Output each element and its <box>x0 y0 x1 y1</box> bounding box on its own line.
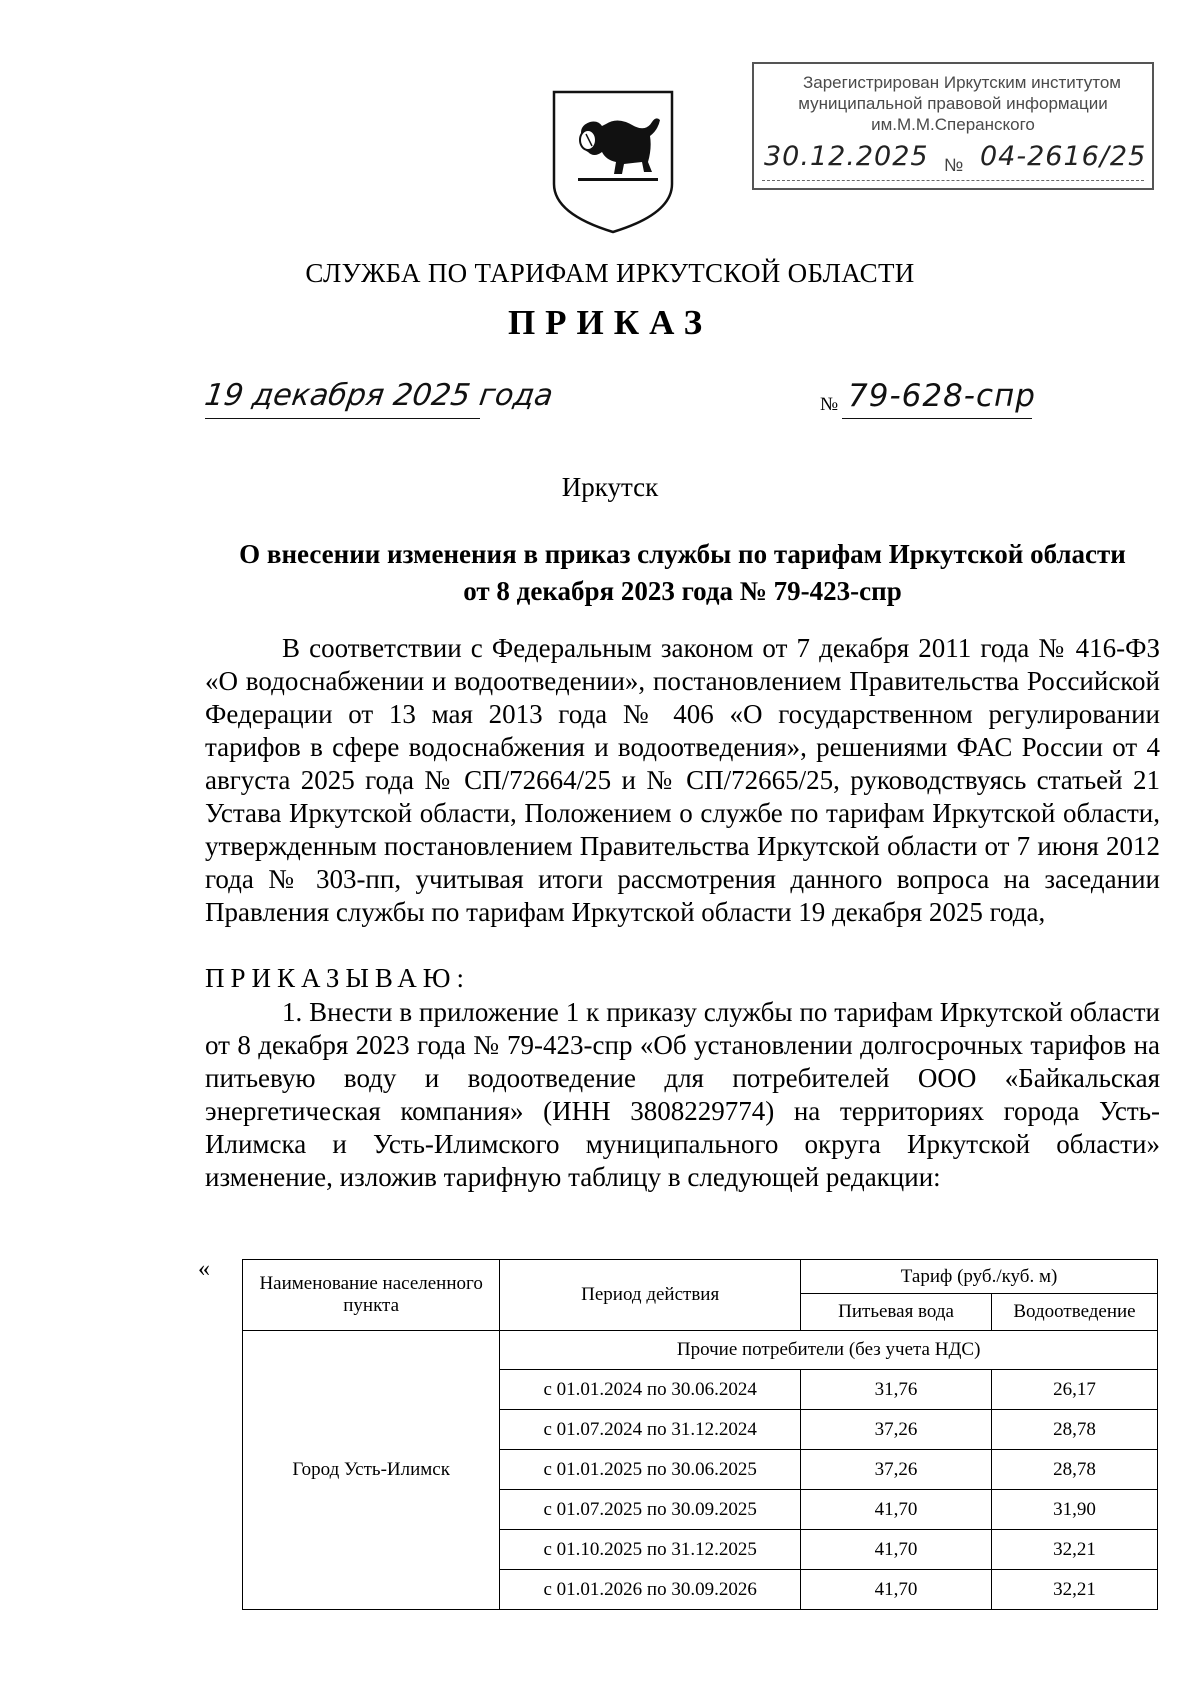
period-cell: с 01.10.2025 по 31.12.2025 <box>500 1530 801 1570</box>
header-drain: Водоотведение <box>991 1294 1157 1331</box>
water-tariff-cell: 41,70 <box>801 1530 992 1570</box>
city-name: Иркутск <box>561 472 659 502</box>
header-settlement: Наименование населенного пункта <box>243 1260 500 1331</box>
period-cell: с 01.01.2026 по 30.09.2026 <box>500 1570 801 1610</box>
order-number-underline <box>842 418 1032 419</box>
order-number-label: № <box>820 394 839 415</box>
registration-stamp <box>752 62 1154 190</box>
period-cell: с 01.01.2025 по 30.06.2025 <box>500 1450 801 1490</box>
order-number-handwritten: 79-628-спр <box>848 378 1036 414</box>
coat-of-arms-emblem <box>548 86 678 236</box>
stamp-line-1: Зарегистрирован Иркутским институтом <box>802 73 1121 92</box>
drain-tariff-cell: 26,17 <box>991 1370 1157 1410</box>
title-line-1: О внесении изменения в приказ службы по тарифам Иркутской области <box>239 539 1126 569</box>
water-tariff-cell: 31,76 <box>801 1370 992 1410</box>
header-tariff: Тариф (руб./куб. м) <box>801 1260 1158 1294</box>
table-row <box>243 1331 1158 1370</box>
order-date-underline <box>205 418 480 419</box>
drain-tariff-cell: 32,21 <box>991 1530 1157 1570</box>
header-period: Период действия <box>500 1260 801 1331</box>
settlement-cell: Город Усть-Илимск <box>243 1331 500 1610</box>
babr-emblem-icon <box>548 86 678 236</box>
header-water: Питьевая вода <box>801 1294 992 1331</box>
stamp-line-3: им.М.М.Сперанского <box>871 115 1035 134</box>
period-cell: с 01.07.2025 по 30.09.2025 <box>500 1490 801 1530</box>
category-cell: Прочие потребители (без учета НДС) <box>500 1331 1158 1370</box>
stamp-number-label: № <box>944 155 964 175</box>
drain-tariff-cell: 28,78 <box>991 1450 1157 1490</box>
period-cell: с 01.07.2024 по 31.12.2024 <box>500 1410 801 1450</box>
order-word: ПРИКАЗЫВАЮ: <box>205 963 470 993</box>
preamble-paragraph: В соответствии с Федеральным законом от 7 декабря 2011 года № 416-ФЗ «О водоснабжении и водоотведении», постановлением Правительства Российской Федерации от 13 мая 2013 года № 406 «О государственном регулировании тарифов в сфере водоснабжения и водоотведения», решениями ФАС России от 4 августа 2025 года № СП/72664/25 и № СП/72665/25, руководствуясь статьей 21 Устава Иркутской области, Положением о службе по тарифам Иркутской области, утвержденным постановлением Правительства Иркутской области от 7 июня 2012 года № 303-пп, учитывая итоги рассмотрения данного вопроса на заседании Правления службы по тарифам Иркутской области 19 декабря 2025 года, <box>205 633 1160 927</box>
stamp-number: 04-2616/25 <box>980 141 1147 172</box>
document-type: ПРИКАЗ <box>507 303 713 342</box>
table-header-row <box>243 1260 1158 1294</box>
water-tariff-cell: 37,26 <box>801 1410 992 1450</box>
water-tariff-cell: 41,70 <box>801 1490 992 1530</box>
drain-tariff-cell: 28,78 <box>991 1410 1157 1450</box>
stamp-line-2: муниципальной правовой информации <box>798 94 1108 113</box>
agency-name: СЛУЖБА ПО ТАРИФАМ ИРКУТСКОЙ ОБЛАСТИ <box>305 258 915 288</box>
title-line-2: от 8 декабря 2023 года № 79-423-спр <box>463 576 902 606</box>
document-title <box>205 536 1160 610</box>
tariff-table <box>242 1259 1158 1610</box>
drain-tariff-cell: 32,21 <box>991 1570 1157 1610</box>
water-tariff-cell: 41,70 <box>801 1570 992 1610</box>
period-cell: с 01.01.2024 по 30.06.2024 <box>500 1370 801 1410</box>
stamp-underline <box>762 180 1144 181</box>
opening-quote: « <box>198 1256 210 1282</box>
drain-tariff-cell: 31,90 <box>991 1490 1157 1530</box>
order-date-handwritten: 19 декабря 2025 года <box>202 378 556 413</box>
stamp-date: 30.12.2025 <box>764 141 929 172</box>
item-1-paragraph: 1. Внести в приложение 1 к приказу службы по тарифам Иркутской области от 8 декабря 2023 года № 79-423-спр «Об установлении долгосрочных тарифов на питьевую воду и водоотведение для потребителей ООО «Байкальская энергетическая компания» (ИНН 3808229774) на территориях города Усть-Илимска и Усть-Илимского муниципального округа Иркутской области» изменение, изложив тарифную таблицу в следующей редакции: <box>205 997 1160 1192</box>
water-tariff-cell: 37,26 <box>801 1450 992 1490</box>
